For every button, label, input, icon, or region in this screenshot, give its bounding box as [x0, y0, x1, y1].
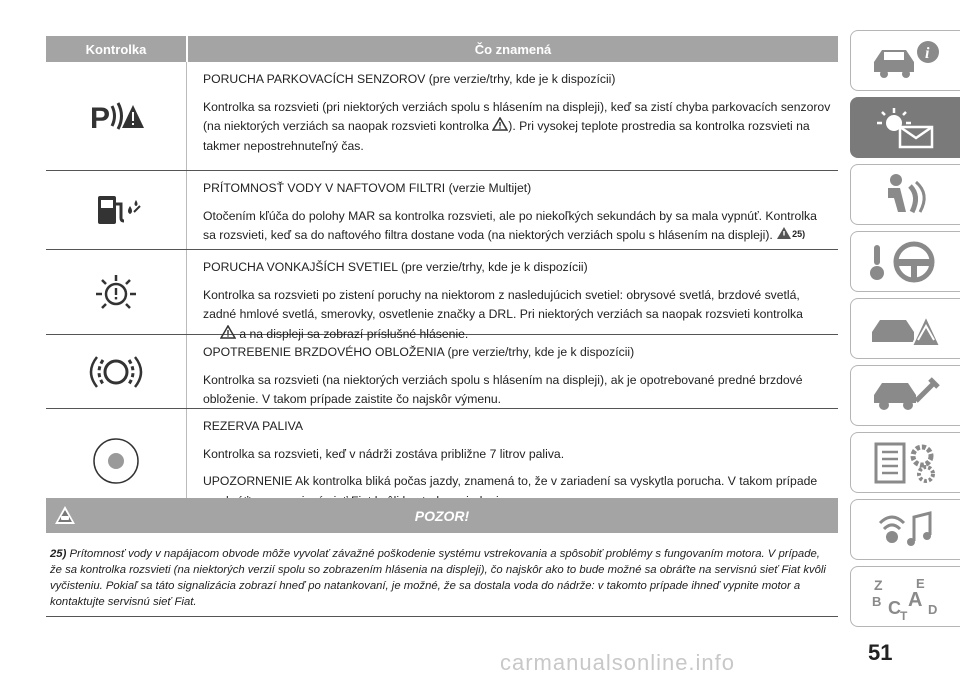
row-description-cont: ). Pri vysokej teplote prostredia sa kontrolka rozsvieti na takmer nepostrehnuteľný čas. [203, 119, 810, 153]
brake-pad-wear-icon [86, 352, 146, 392]
caution-warning-icon [54, 505, 76, 525]
caution-box [46, 498, 838, 617]
svg-text:P: P [90, 102, 111, 135]
general-warning-icon [776, 226, 792, 240]
index-letter: E [915, 575, 925, 591]
row-description: Kontrolka sa rozsvieti (pri niektorých verziách spolu s hlásením na displeji), keď sa zistí chyba parkovacích senzorov (na niektorých verziách sa naopak rozsvieti kontrolka [203, 99, 831, 134]
svg-text:i: i [924, 44, 929, 62]
table-header [46, 36, 838, 62]
tab-index[interactable] [850, 566, 960, 627]
row-description-cont: a na displeji sa zobrazí príslušné hlásenie. [239, 326, 469, 341]
row-title: OPOTREBENIE BRZDOVÉHO OBLOŽENIA (pre verzie/trhy, kde je k dispozícii) [203, 345, 635, 359]
index-letter: T [899, 608, 907, 620]
tab-technical-data[interactable] [850, 432, 960, 493]
watermark: carmanualsonline.info [500, 650, 736, 675]
caution-text: Prítomnosť vody v napájacom obvode môže vyvolať závažné poškodenie systému vstrekovania a spôsobiť problémy s fungovaním motora. V prípade, že sa kontrolka rozsvieti (na niektorých verzií spolu so zobrazením hlásenia na displeji), čo najskôr ako to bude možné sa obráťte na servisnú sieť Fiat kvôli vyčisteniu. Pokiaľ sa táto signalizácia zobrazí hneď po natankovaní, je možné, že sa dostala voda do nádrže: v takomto prípade ihneď vypnite motor a kontaktujte servisnú sieť Fiat. [50, 548, 826, 609]
column-header-meaning: Čo znamená [474, 41, 552, 57]
page-number: 51 [868, 640, 893, 665]
index-letter: Z [873, 576, 883, 593]
tab-emergency[interactable] [850, 298, 960, 359]
table-row [46, 62, 838, 171]
row-title: PRÍTOMNOSŤ VODY V NAFTOVOM FILTRI (verzie Multijet) [203, 181, 532, 195]
tab-maintenance[interactable] [850, 365, 960, 426]
warning-lights-table [46, 36, 838, 513]
tab-car-info[interactable] [850, 30, 960, 91]
index-letter: D [927, 601, 937, 617]
fuel-reserve-icon [86, 436, 146, 486]
tab-safety[interactable] [850, 164, 960, 225]
parking-sensor-icon [86, 96, 146, 136]
safety-icon [866, 172, 946, 218]
maintenance-icon [866, 373, 946, 419]
row-description: Kontrolka sa rozsvieti, keď v nádrži zostáva približne 7 litrov paliva. [203, 446, 565, 461]
car-info-icon [866, 38, 946, 84]
tab-steering[interactable] [850, 231, 960, 292]
table-row [46, 250, 838, 341]
index-letter: A [907, 588, 922, 611]
column-header-kontrolka: Kontrolka [46, 36, 188, 62]
caution-title: POZOR! [414, 507, 470, 524]
technical-data-icon [866, 440, 946, 486]
emergency-icon [866, 306, 946, 352]
multimedia-icon [866, 507, 946, 553]
row-title: REZERVA PALIVA [203, 419, 304, 433]
footnote-ref: 25) [792, 229, 806, 240]
steering-icon [866, 239, 946, 285]
row-description: Otočením kľúča do polohy MAR sa kontrolka rozsvieti, ale po niekoľkých sekundách by sa mala vypnúť. Kontrolka sa rozsvieti, keď sa do naftového filtra dostane voda (na niektorých verziách spolu s hlásením na displeji). [203, 208, 817, 243]
exterior-light-failure-icon [86, 272, 146, 312]
table-row [46, 171, 838, 250]
row-title: PORUCHA PARKOVACÍCH SENZOROV (pre verzie/trhy, kde je k dispozícii) [203, 72, 616, 86]
tab-warning-lights[interactable] [850, 97, 960, 158]
general-warning-icon [492, 117, 508, 131]
warning-lights-icon [866, 105, 946, 151]
index-icon [866, 574, 946, 620]
row-description: Kontrolka sa rozsvieti po zistení poruchy na niektorom z nasledujúcich svetiel: obrysové svetlá, brzdové svetlá, zadné hmlové svetlá, smerovky, osvetlenie značky a DRL. Pri niektorých verziách sa naopak rozsvieti kontrolka [203, 287, 803, 322]
index-letter: C [887, 597, 901, 618]
footnote-ref: 25) [50, 548, 67, 560]
row-description: Kontrolka sa rozsvieti (na niektorých verziách spolu s hlásením na displeji), ak je opotrebované predné brzdové obloženie. V takom prípade zaistite čo najskôr výmenu. [203, 372, 803, 407]
tab-multimedia[interactable] [850, 499, 960, 560]
index-letter: B [871, 593, 881, 609]
chapter-tabs [850, 30, 960, 633]
row-caution: UPOZORNENIE Ak kontrolka bliká počas jazdy, znamená to, že v zariadení sa vyskytla porucha. V takom prípade [203, 474, 818, 489]
table-row [46, 335, 838, 409]
row-title: PORUCHA VONKAJŠÍCH SVETIEL (pre verzie/trhy, kde je k dispozícii) [203, 260, 588, 274]
water-in-fuel-icon [86, 190, 146, 230]
